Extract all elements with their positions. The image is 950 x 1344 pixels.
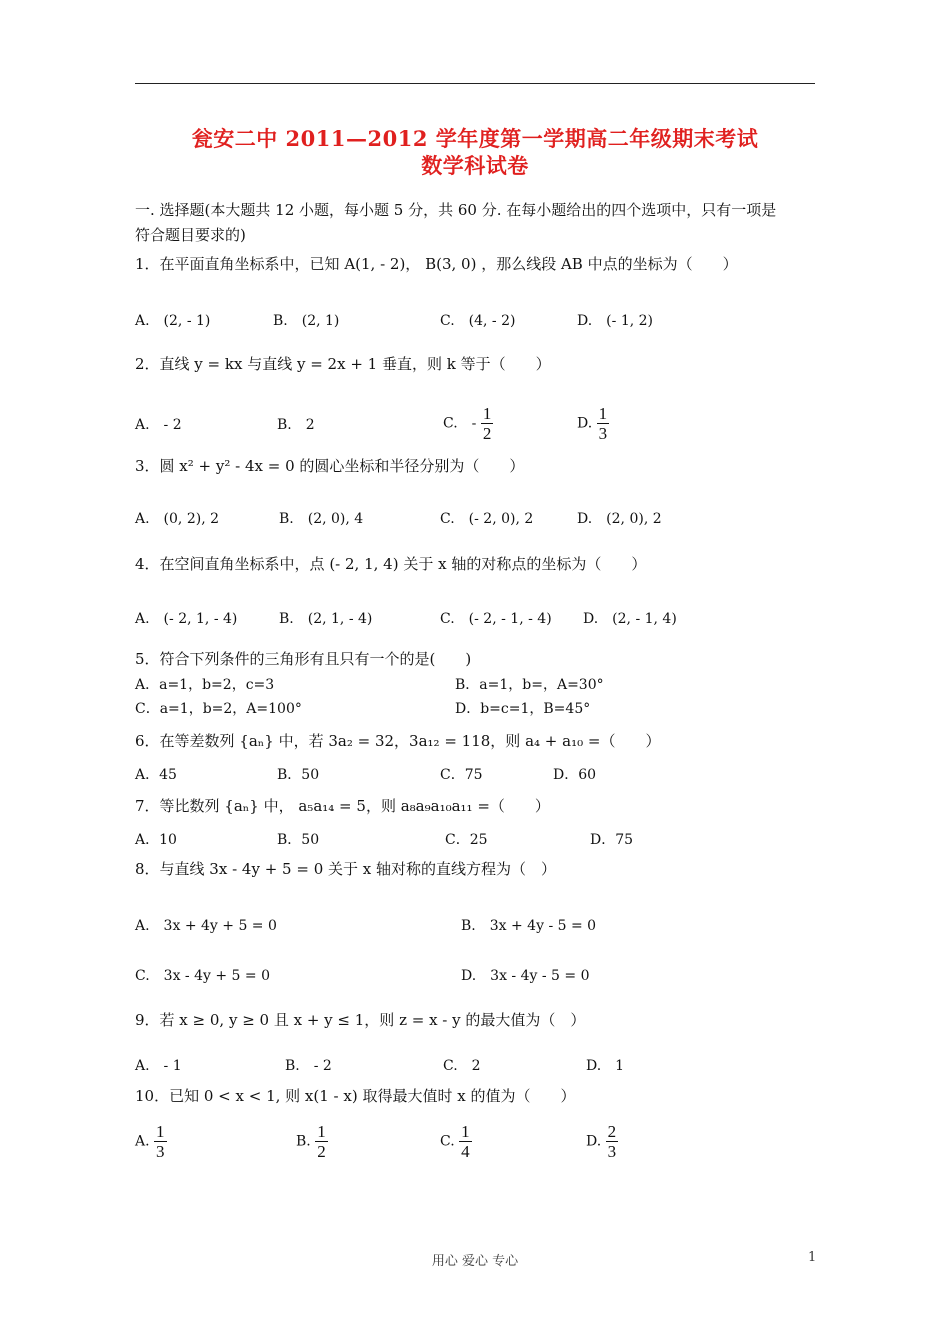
q2-option-d-fraction: $\frac{1}{3}$ [598,404,608,443]
q1-option-d[interactable]: D. (- 1, 2) [577,313,653,329]
question-5: 5．符合下列条件的三角形有且只有一个的是( ) [135,650,472,668]
q2-option-a[interactable]: A. - 2 [135,417,182,433]
section-heading-cont: 符合题目要求的) [135,226,246,244]
q3-option-d[interactable]: D. (2, 0), 2 [577,511,662,527]
q10-option-b[interactable] [296,1122,328,1161]
q5-option-a[interactable]: A．a=1，b=2，c=3 [135,677,275,693]
q9-option-d[interactable]: D. 1 [586,1058,625,1074]
question-3: 3．圆 x² + y² - 4x = 0 的圆心坐标和半径分别为（ ） [135,457,525,475]
question-10: 10．已知 0 < x < 1, 则 x(1 - x) 取得最大值时 x 的值为（ ） [135,1087,576,1105]
q10-option-b-label: B. [296,1133,311,1150]
q5-option-c[interactable]: C．a=1，b=2，A=100° [135,701,302,717]
q6-option-c[interactable]: C．75 [440,767,483,783]
q6-option-b[interactable]: B．50 [277,767,320,783]
q10-option-a-fraction: $\frac{1}{3}$ [156,1122,165,1161]
question-8: 8．与直线 3x - 4y + 5 = 0 关于 x 轴对称的直线方程为（ ） [135,860,556,878]
q3-option-c[interactable]: C. (- 2, 0), 2 [440,511,534,527]
q6-option-d[interactable]: D．60 [553,767,597,783]
q10-option-c-fraction: $\frac{1}{4}$ [461,1122,470,1161]
q3-option-b[interactable]: B. (2, 0), 4 [279,511,364,527]
question-2: 2．直线 y = kx 与直线 y = 2x + 1 垂直，则 k 等于（ ） [135,355,551,373]
q1-option-c[interactable]: C. (4, - 2) [440,313,516,329]
q10-option-d-fraction: $\frac{2}{3}$ [607,1122,617,1161]
q7-option-d[interactable]: D．75 [590,832,634,848]
q2-option-c[interactable] [443,404,493,443]
q1-option-a[interactable]: A. (2, - 1) [135,313,211,329]
q2-option-c-fraction: $\frac{1}{2}$ [482,404,492,443]
page-number: 1 [808,1250,817,1265]
header-rule [135,83,815,84]
q10-option-c[interactable] [440,1122,472,1161]
q9-option-a[interactable]: A. - 1 [135,1058,182,1074]
page-footer: 用心 爱心 专心 [431,1254,519,1269]
q5-option-b[interactable]: B．a=1，b=，A=30° [455,677,604,693]
q4-option-d[interactable]: D. (2, - 1, 4) [583,611,677,627]
q8-option-c[interactable]: C. 3x - 4y + 5 = 0 [135,968,270,984]
q4-option-a[interactable]: A. (- 2, 1, - 4) [135,611,238,627]
q2-option-d[interactable] [577,404,609,443]
q3-option-a[interactable]: A. (0, 2), 2 [135,511,220,527]
q2-option-c-label: C. - [443,415,477,432]
q7-option-a[interactable]: A．10 [135,832,177,848]
section-heading: 一. 选择题(本大题共 12 小题，每小题 5 分，共 60 分. 在每小题给出的四个选项中，只有一项是 [135,201,777,219]
q10-option-a[interactable] [135,1122,167,1161]
q9-option-b[interactable]: B. - 2 [285,1058,332,1074]
q5-option-d[interactable]: D．b=c=1，B=45° [455,701,591,717]
question-1: 1．在平面直角坐标系中，已知 A(1, - 2)， B(3, 0) ，那么线段 AB 中点的坐标为（ ） [135,255,738,273]
q1-option-b[interactable]: B. (2, 1) [273,313,340,329]
q9-option-c[interactable]: C. 2 [443,1058,481,1074]
q10-option-d-label: D. [586,1133,602,1150]
q10-option-d[interactable] [586,1122,618,1161]
q4-option-b[interactable]: B. (2, 1, - 4) [279,611,373,627]
q8-option-a[interactable]: A. 3x + 4y + 5 = 0 [135,918,277,934]
question-7: 7．等比数列 {aₙ} 中， a₅a₁₄ = 5，则 a₈a₉a₁₀a₁₁ =（ ） [135,797,550,815]
q4-option-c[interactable]: C. (- 2, - 1, - 4) [440,611,552,627]
q10-option-a-label: A. [135,1133,150,1150]
q7-option-c[interactable]: C．25 [445,832,488,848]
question-6: 6．在等差数列 {aₙ} 中，若 3a₂ = 32，3a₁₂ = 118，则 a₄ + a₁₀ =（ ） [135,732,661,750]
q8-option-d[interactable]: D. 3x - 4y - 5 = 0 [461,968,590,984]
q2-option-d-label: D. [577,415,593,432]
exam-title: 瓮安二中 2011—2012 学年度第一学期高二年级期末考试 [191,126,759,151]
q7-option-b[interactable]: B．50 [277,832,320,848]
q8-option-b[interactable]: B. 3x + 4y - 5 = 0 [461,918,597,934]
question-4: 4．在空间直角坐标系中，点 (- 2, 1, 4) 关于 x 轴的对称点的坐标为（ ） [135,555,647,573]
q6-option-a[interactable]: A．45 [135,767,177,783]
exam-subtitle: 数学科试卷 [421,153,529,178]
q2-option-b[interactable]: B. 2 [277,417,315,433]
q10-option-b-fraction: $\frac{1}{2}$ [317,1122,326,1161]
q10-option-c-label: C. [440,1133,455,1150]
question-9: 9．若 x ≥ 0, y ≥ 0 且 x + y ≤ 1，则 z = x - y 的最大值为（ ） [135,1011,586,1029]
